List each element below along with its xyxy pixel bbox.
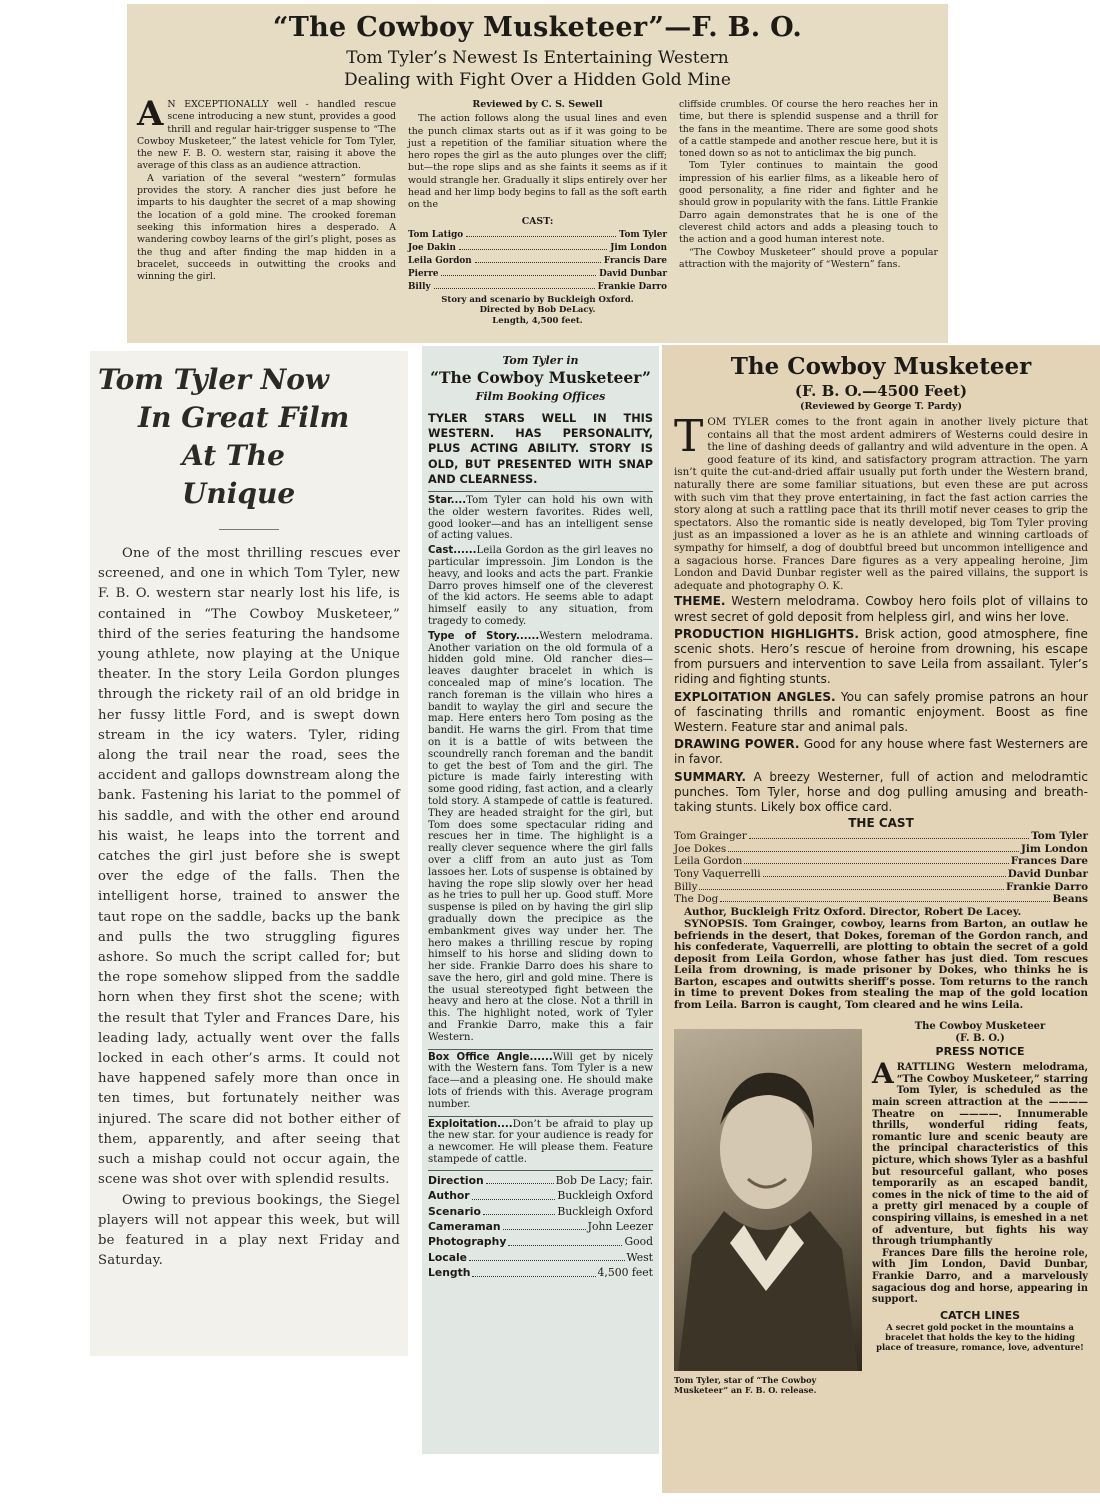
article-columns bbox=[137, 94, 938, 326]
credit-row: Photography Good bbox=[428, 1235, 653, 1249]
paragraph: The action follows along the usual lines and even the punch climax starts out as if it was going to be just a repetition of the familiar situation where the hero ropes the girl as the auto plunges over the cliff; but—the rope slips and as she faints it seems as if it would strangle her. Gradually it slips entirely over her head and her limp body begins to fall as the soft earth on the bbox=[408, 113, 667, 211]
cast-row: Joe Dakin Jim London bbox=[408, 242, 667, 253]
credits-director: Directed by Bob DeLacy. bbox=[479, 305, 596, 316]
drop-cap: A bbox=[872, 1057, 894, 1091]
paragraph: N EXCEPTIONALLY well - handled rescue scene introducing a new stunt, provides a good thrill and regular hair-trigger suspense to “The Cowboy Musketeer,” the latest vehicle for Tom Tyler, the new F. B. O. western star, raising it above the average of this class as an audience attraction. bbox=[137, 99, 396, 172]
cast-heading: THE CAST bbox=[848, 816, 914, 831]
star-line: Tom Tyler in bbox=[502, 354, 579, 367]
paragraph: cliffside crumbles. Of course the hero reaches her in time, but there is splendid suspense and a thrill for the fans in the meantime. There are some good shots of a cattle stampede and another rescue here, but it is toned down so as not to anticlimax the big punch. bbox=[679, 99, 938, 160]
credits-length: Length, 4,500 feet. bbox=[492, 315, 583, 326]
section-synopsis: SYNOPSIS. Tom Grainger, cowboy, learns from Barton, an outlaw he befriends in the desert, that Dokes, foreman of the Gordon ranch, and his confederate, Vaquerrelli, are plotting to obtain the secret of a gold deposit from Leila Gordon, whose father has just died. Tom rescues Leila from drowning, is made prisoner by Dokes, who thinks he is Barton, escapes and outwitts sheriff’s posse. Tom returns to the ranch in time to prevent Dokes from stealing the map of the gold location from Leila. Barron is caught, Tom cleared and he wins Leila. bbox=[674, 918, 1088, 1011]
photo-caption: Tom Tyler, star of “The Cowboy Musketeer” an F. B. O. release. bbox=[674, 1375, 817, 1396]
headline: “The Cowboy Musketeer”—F. B. O. bbox=[272, 12, 803, 43]
reviewer-byline: Reviewed by C. S. Sewell bbox=[472, 99, 603, 110]
credit-row: Locale West bbox=[428, 1250, 653, 1264]
cast-list bbox=[408, 228, 667, 293]
cast-row: Tom Grainger Tom Tyler bbox=[674, 830, 1088, 843]
review-clipping-pardy bbox=[662, 345, 1100, 1493]
film-title: The Cowboy Musketeer bbox=[730, 353, 1032, 380]
subheadline-1: Tom Tyler’s Newest Is Entertaining Western bbox=[346, 48, 729, 68]
paragraph: A variation of the several “western” formulas provides the story. A rancher dies just before he imparts to his daughter the secret of a map showing the location of a gold mine. The crooked foreman seeking this information hires a desperado. A wandering cowboy learns of the girl’s plight, poses as the thug and after finding the map hidden in a bracelet, succeeds in outwitting the crooks and winning the girl. bbox=[137, 172, 396, 283]
film-subtitle: (F. B. O.—4500 Feet) bbox=[794, 382, 968, 400]
portrait-illustration bbox=[674, 1029, 862, 1371]
cast-row: Billy Frankie Darro bbox=[674, 880, 1088, 893]
press-section bbox=[674, 1021, 1088, 1395]
paragraph: Tom Tyler continues to maintain the good impression of his earlier films, as a likeable hero of good personality, a fine rider and fighter and he should grow in popularity with the fans. Little Frankie Darro again demonstrates that he is one of the cleverest child actors and adds a pleasing touch to the action and a good human interest note. bbox=[679, 160, 938, 246]
paragraph: One of the most thrilling rescues ever screened, and one in which Tom Tyler, new F. B. O. western star nearly lost his life, is contained in “The Cowboy Musketeer,” third of the series featuring the handsome young athlete, now playing at the Unique theater. In the story Leila Gordon plunges through the rickety rail of an old bridge in her fussy little Ford, and is swept down stream in the icy waters. Tyler, riding along the trail near the road, sees the accident and gallops downstream along the bank. Fastening his lariat to the pommel of his saddle, and with the other end around his waist, he leaps into the torrent and catches the girl just before she is swept over the edge of the falls. Then the intelligent horse, trained to answer the taut rope on the saddle, backs up the bank and pulls the two struggling figures ashore. So much the script called for; but the rope somehow slipped from the saddle horn when they first shot the scene; with the result that Tyler and Frances Dare, his leading lady, actually went over the falls locked in each other’s arms. It could not have happened safely more than once in ten times, but fortunately neither was injured. The scare did not bother either of them, apparently, and after seeing that such a mishap could not occur again, the scene was shot over with splendid results. bbox=[98, 546, 400, 1188]
article-body bbox=[98, 544, 400, 1271]
reviewer-byline: (Reviewed by George T. Pardy) bbox=[800, 401, 962, 412]
press-notice-distributor: (F. B. O.) bbox=[955, 1033, 1005, 1045]
portrait-photo bbox=[674, 1029, 862, 1371]
section-exploitation-angles: EXPLOITATION ANGLES. You can safely promise patrons an hour of fascinating thrills and romantic enjoyment. Boost as fine Western. Feature star and animal pals. bbox=[674, 689, 1088, 734]
cast-row: Tony Vaquerrelli David Dunbar bbox=[674, 867, 1088, 880]
subheadline-2: Dealing with Fight Over a Hidden Gold Mine bbox=[344, 70, 731, 90]
drop-cap: A bbox=[137, 94, 164, 134]
author-director-line: Author, Buckleigh Fritz Oxford. Director, Robert De Lacey. bbox=[684, 905, 1022, 918]
distributor: Film Booking Offices bbox=[475, 390, 606, 403]
summary-caps: TYLER STARS WELL IN THIS WESTERN. HAS PERSONALITY, PLUS ACTING ABILITY. STORY IS OLD, BUT PRESENTED WITH SNAP AND CLEARNESS. bbox=[428, 411, 653, 492]
headline-line-1: Tom Tyler Now bbox=[98, 363, 330, 396]
section-cast: Cast......Leila Gordon as the girl leaves no particular impressoin. Jim London is the heavy, and looks and acts the part. Frankie Darro proves himself one of the cleverest of the kid actors. He seems able to adapt himself easily to any situation, from tragedy to comedy. bbox=[428, 545, 653, 627]
review-clipping-film-daily bbox=[422, 346, 659, 1454]
article-column-2 bbox=[408, 99, 667, 326]
credits-list bbox=[428, 1170, 653, 1281]
cast-row: The Dog Beans bbox=[674, 893, 1088, 906]
divider bbox=[219, 529, 279, 530]
section-production-highlights: PRODUCTION HIGHLIGHTS. Brisk action, good atmosphere, fine scenic shots. Hero’s rescue of heroine from drowning, his escape from pursuers and intervention to save Leila from assailant. Tyler’s riding and fighting stunts. bbox=[674, 626, 1088, 687]
cast-row: Tom Latigo Tom Tyler bbox=[408, 229, 667, 240]
section-summary: SUMMARY. A breezy Westerner, full of action and melodramtic punches. Tom Tyler, horse and dog pulling amusing and breath-taking stunts. Likely box office card. bbox=[674, 769, 1088, 814]
section-drawing-power: DRAWING POWER. Good for any house where fast Westerners are in favor. bbox=[674, 737, 1088, 767]
credit-row: Author Buckleigh Oxford bbox=[428, 1189, 653, 1203]
headline-line-3: At The Unique bbox=[182, 439, 296, 510]
article-column-3 bbox=[679, 99, 938, 326]
cast-row: Billy Frankie Darro bbox=[408, 281, 667, 292]
credit-row: Direction Bob De Lacy; fair. bbox=[428, 1173, 653, 1187]
cast-row: Pierre David Dunbar bbox=[408, 268, 667, 279]
press-notice bbox=[872, 1021, 1088, 1395]
headline-line-2: In Great Film bbox=[138, 401, 350, 434]
credit-row: Scenario Buckleigh Oxford bbox=[428, 1204, 653, 1218]
review-clipping-sewell bbox=[127, 4, 948, 343]
section-star: Star....Tom Tyler can hold his own with the older western favorites. Rides well, good looker—and has an intelligent sense of acting values. bbox=[428, 495, 653, 542]
cast-row: Leila Gordon Francis Dare bbox=[408, 255, 667, 266]
paragraph: Owing to previous bookings, the Siegel players will not appear this week, but will be featured in a play next Friday and Saturday. bbox=[98, 1192, 400, 1269]
catch-lines-text: A secret gold pocket in the mountains a bracelet that holds the key to the hiding place of treasure, romance, love, adventure! bbox=[876, 1321, 1084, 1352]
photo-column bbox=[674, 1021, 862, 1395]
credit-row: Length 4,500 feet bbox=[428, 1266, 653, 1280]
section-exploitation: Exploitation....Don’t be afraid to play up the new star. for your audience is ready for a newcomer. He will please them. Feature stampede of cattle. bbox=[428, 1116, 653, 1166]
cast-list bbox=[674, 830, 1088, 906]
section-type-of-story: Type of Story......Western melodrama. Another variation on the old formula of a hidden gold mine. Old rancher dies—leaves daughter bracelet in which is concealed map of mine’s location. The ranch foreman is the villain who hires a bandit to waylay the girl and secure the map. Here enters hero Tom posing as the bandit. He warns the girl. From that time on it is a battle of wits between the scoundrelly ranch foreman and the bandit to get the best of Tom and the girl. The picture is made fairly interesting with some good riding, fast action, and a clearly told story. A stampede of cattle is featured. They are headed straight for the girl, but Tom does some spectacular riding and rescues her in time. The highlight is a really clever sequence where the girl falls over a cliff from an auto just as Tom lassoes her. Lots of suspense is obtained by having the rope slip slowly over her head as he tries to pull her up. Good stuff. More suspense is piled on by having the girl slip gradually down the precipice as the embankment gives way under her. The hero makes a thrilling rescue by roping himself to his horse and sliding down to her side. Frankie Darro does his share to save the hero, girl and gold mine. There is the usual stereotyped fight between the heavy and hero at the close. Not a thrill in this. The highlight noted, work of Tyler and Frankie Darro, make this a fair Western. bbox=[428, 630, 653, 1043]
drop-cap: T bbox=[674, 411, 704, 462]
press-notice-title: The Cowboy Musketeer bbox=[914, 1021, 1046, 1033]
film-title: “The Cowboy Musketeer” bbox=[430, 368, 651, 387]
section-box-office: Box Office Angle......Will get by nicely with the Western fans. Tom Tyler is a new face—and a pleasing one. He should make lots of friends with this. Average program number. bbox=[428, 1049, 653, 1111]
cast-row: Leila Gordon Frances Dare bbox=[674, 855, 1088, 868]
paragraph: ARATTLING Western melodrama, “The Cowboy Musketeer,” starring Tom Tyler, is scheduled as the main screen attraction at the ———— Theatre on ————. Innumerable thrills, wonderful riding feats, romantic lure and scenic beauty are the principal characteristics of this picture, which shows Tyler as a bashful but resourceful gallant, who poses temporarily as an escaped bandit, comes in the nick of time to the aid of a pretty girl menaced by a couple of conspiring villains, is emeshed in a net of adventure, but fights his way through triumphantly bbox=[872, 1057, 1088, 1248]
article-column-1 bbox=[137, 94, 396, 326]
section-theme: THEME. Western melodrama. Cowboy hero foils plot of villains to wrest secret of gold deposit from helpless girl, and wins her love. bbox=[674, 594, 1088, 624]
cast-row: Joe Dokes Jim London bbox=[674, 842, 1088, 855]
credit-row: Cameraman John Leezer bbox=[428, 1220, 653, 1234]
catch-lines-heading: CATCH LINES bbox=[939, 1308, 1021, 1322]
newspaper-clipping-unique bbox=[90, 351, 408, 1356]
credits-story: Story and scenario by Buckleigh Oxford. bbox=[441, 294, 634, 305]
paragraph: “The Cowboy Musketeer” should prove a popular attraction with the majority of “Western” fans. bbox=[679, 246, 938, 270]
intro-paragraph: TOM TYLER comes to the front again in another lively picture that contains all that the most ardent admirers of Westerns could desire in the line of dashing deeds of gallantry and wild adventure in the open. A good feature of its kind, and satisfactory program attraction. The yarn isn’t quite the cut-and-dried affair usually put forth under the Western brand, naturally there are some familiar situations, but even these are put across with such vim that they prove entertaining, in fact the fast action carries the story along at such a rattling pace that its thrill motif never ceases to grip the spectators. Also the romantic side is neatly developed, big Tom Tyler proving just as an impassioned a lover as he is an athlete and winning cartloads of sympathy for himself, a dog of doubtful breed but uncommon intelligence and a sagacious horse. Frances Dare figures as a very appealing heroine, Jim London and David Dunbar register well as the paired villains, the support is adequate and photography O. K. bbox=[674, 411, 1088, 592]
paragraph: Frances Dare fills the heroine role, with Jim London, David Dunbar, Frankie Darro, and a marvelously sagacious dog and horse, appearing in support. bbox=[872, 1247, 1088, 1306]
press-notice-heading: PRESS NOTICE bbox=[935, 1045, 1025, 1059]
cast-heading: CAST: bbox=[521, 215, 554, 227]
